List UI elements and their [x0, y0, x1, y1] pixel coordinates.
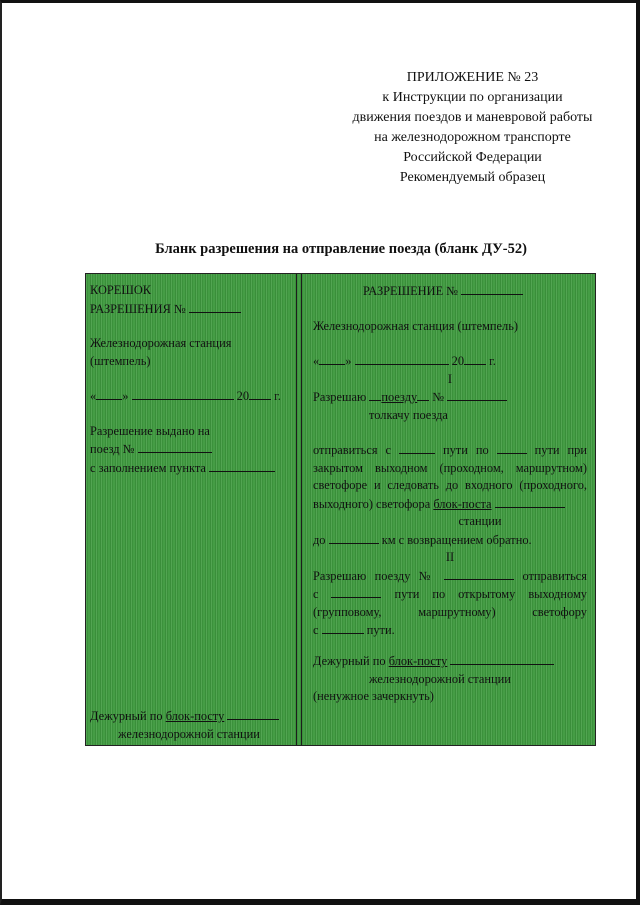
permit-allow-label: Разрешаю [313, 390, 367, 404]
permit-km-label: км с возвращением обратно. [381, 532, 532, 547]
stub-duty-blank[interactable] [227, 707, 279, 720]
stub-train-label: поезд № [90, 442, 135, 456]
permit-section2-end-line [313, 621, 587, 640]
quote-close: » [122, 389, 129, 403]
permit-km-blank[interactable] [329, 531, 379, 544]
quote-open: « [313, 354, 320, 368]
permit-duty-label: Дежурный по [313, 654, 386, 668]
stub-duty-label: Дежурный по [90, 709, 163, 723]
stub-year-suffix: г. [274, 389, 281, 403]
stub-number-line [90, 300, 293, 319]
permit-section2-label: Разрешаю поезду № [313, 568, 436, 583]
appendix-line: Российской Федерации [403, 150, 542, 165]
permit-block-post-option: блок-поста [433, 496, 492, 511]
stub-station-label: Железнодорожная станция [90, 336, 232, 350]
permit-year-blank[interactable] [464, 352, 486, 365]
permit-section2-line [313, 567, 587, 586]
permit-train-number-blank[interactable] [447, 388, 507, 401]
permit-signal-line: закрытом выходном (проходном, маршрутном) [313, 460, 587, 475]
stub-clause-label: с заполнением пункта [90, 460, 206, 475]
permit-duty-signature [313, 652, 587, 706]
permit-section2-from2: с [313, 623, 319, 637]
permit-track-label: пути по [442, 443, 489, 457]
section-one-numeral: I [447, 371, 453, 386]
permit-form [85, 273, 596, 746]
section-two-numeral: II [445, 550, 455, 564]
permit-section2-from: с [313, 587, 319, 601]
permit-allow-line [313, 388, 587, 407]
permit-exit-signal-label: выходного) светофора [313, 496, 431, 511]
permit-train-option: поезду [381, 390, 418, 404]
stub-train-blank[interactable] [138, 440, 212, 453]
permit-year-prefix: 20 [451, 354, 465, 368]
permit-section2-track-blank[interactable] [331, 585, 381, 598]
permit-section2-track-line [313, 585, 587, 604]
permit-duty-line [313, 652, 587, 671]
permit-depart-line [313, 441, 587, 460]
stub-heading: КОРЕШОК [90, 283, 152, 297]
permit-station-word: станции [458, 514, 502, 528]
permit-section2-track2-blank[interactable] [322, 621, 364, 634]
permit-section2-exit-label: пути по открытому выходному [394, 587, 587, 601]
stub-stamp-label: (штемпель) [90, 353, 151, 368]
permit-blank-short[interactable] [369, 388, 381, 401]
permit-up-to-label: до [313, 532, 326, 547]
permit-column [313, 282, 587, 640]
stub-number-blank[interactable] [189, 300, 241, 313]
permit-month-blank[interactable] [355, 352, 449, 365]
stub-date-line [90, 387, 293, 406]
permit-track-when-label: пути при [534, 443, 587, 457]
permit-num-label: № [432, 390, 445, 404]
stub-column [90, 282, 293, 477]
stub-duty-signature [90, 707, 293, 743]
permit-pusher-option: толкачу поезда [369, 407, 448, 422]
stub-day-blank[interactable] [96, 387, 122, 400]
permit-duty-blank[interactable] [450, 652, 554, 665]
stub-year-blank[interactable] [249, 387, 271, 400]
stub-duty-line [90, 707, 293, 726]
permit-section2-signal-line: (групповому, маршрутному) светофору [313, 604, 587, 619]
permit-section2-track-word: пути. [366, 623, 395, 637]
permit-number-line [313, 282, 587, 301]
stub-duty-post: блок-посту [165, 709, 225, 723]
permit-block-post-blank[interactable] [495, 495, 565, 508]
stub-clause-blank[interactable] [209, 459, 275, 472]
stub-duty-station: железнодорожной станции [118, 726, 260, 741]
appendix-line: к Инструкции по организации [382, 90, 563, 105]
permit-section2-depart: отправиться [522, 568, 588, 583]
permit-depart-label: отправиться с [313, 443, 392, 457]
appendix-line: на железнодорожном транспорте [374, 130, 571, 145]
permit-exit-signal-line [313, 495, 587, 514]
permit-section2-train-blank[interactable] [444, 567, 514, 580]
stub-issued-label: Разрешение выдано на [90, 423, 210, 438]
column-divider [296, 274, 297, 745]
quote-open: « [90, 389, 97, 403]
stub-train-line [90, 440, 293, 459]
permit-km-line [313, 531, 587, 550]
sample-note: Рекомендуемый образец [399, 170, 546, 185]
permit-signal-line: светофоре и следовать до входного (проходного, [313, 478, 587, 492]
strike-out-note: (ненужное зачеркнуть) [313, 689, 434, 703]
stub-number-label: РАЗРЕШЕНИЯ № [90, 301, 186, 316]
stub-month-blank[interactable] [132, 387, 234, 400]
permit-number-label: РАЗРЕШЕНИЕ № [363, 284, 459, 298]
stub-year-prefix: 20 [236, 389, 250, 403]
permit-duty-station: железнодорожной станции [369, 671, 511, 686]
permit-day-blank[interactable] [319, 352, 345, 365]
stub-clause-line [90, 459, 293, 478]
permit-number-blank[interactable] [461, 282, 523, 295]
quote-close: » [345, 354, 352, 368]
permit-year-suffix: г. [489, 354, 496, 368]
permit-date-line [313, 352, 587, 371]
permit-track-blank[interactable] [497, 441, 527, 454]
permit-duty-post: блок-посту [388, 654, 448, 668]
appendix-header [340, 68, 605, 188]
permit-station-label: Железнодорожная станция (штемпель) [313, 318, 519, 333]
appendix-line: движения поездов и маневровой работы [352, 110, 593, 125]
column-divider [301, 274, 302, 745]
form-title: Бланк разрешения на отправление поезда (бланк ДУ-52) [155, 241, 527, 257]
permit-from-track-blank[interactable] [399, 441, 435, 454]
permit-blank-short[interactable] [417, 388, 429, 401]
appendix-number: ПРИЛОЖЕНИЕ № 23 [406, 70, 539, 85]
